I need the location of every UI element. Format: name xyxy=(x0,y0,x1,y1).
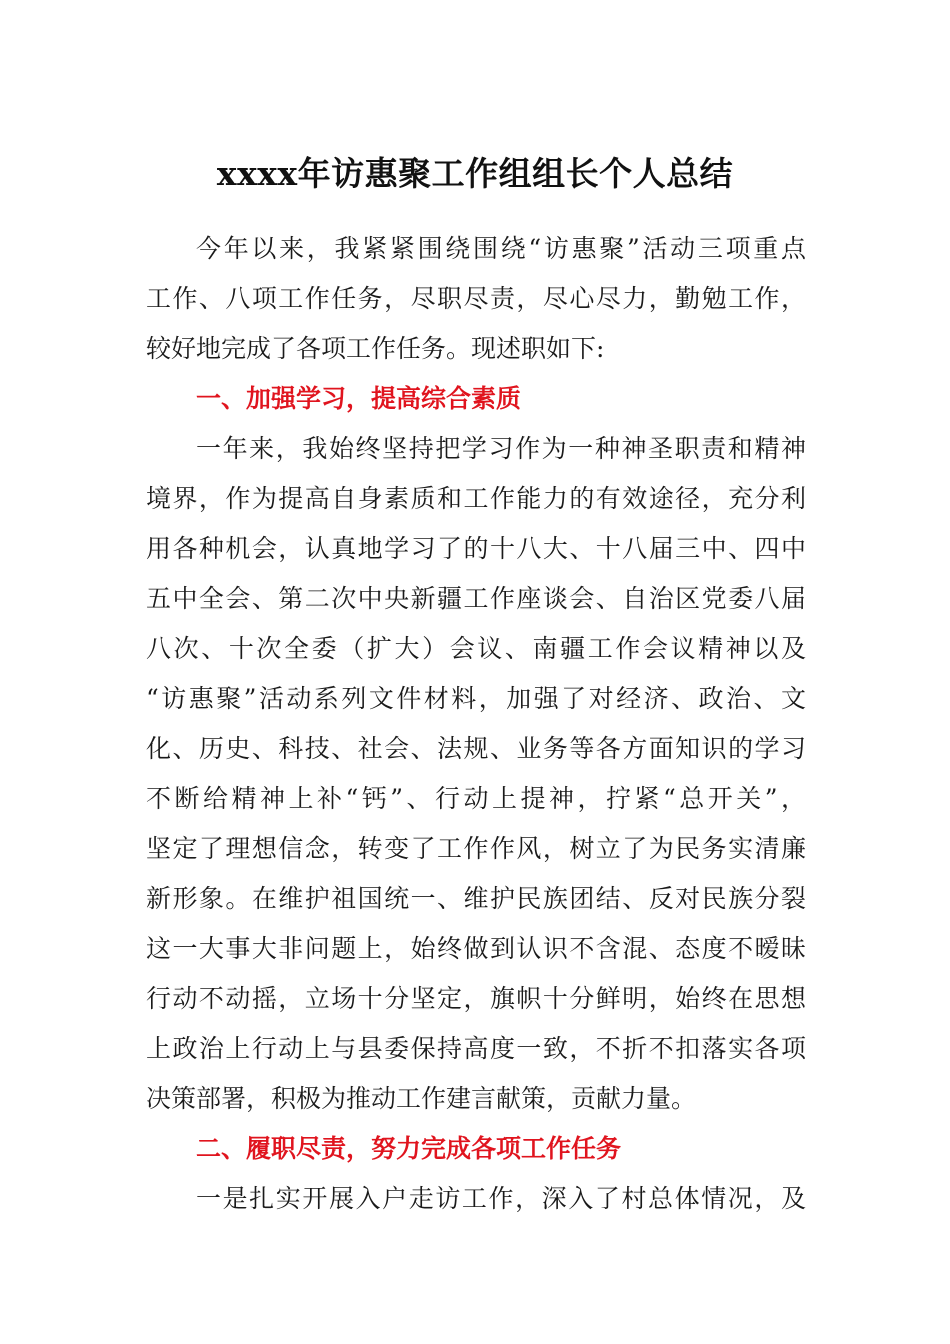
section-heading-2: 二、履职尽责，努力完成各项工作任务 xyxy=(196,1134,622,1163)
section-heading-1: 一、加强学习，提高综合素质 xyxy=(196,384,522,413)
document-body xyxy=(146,224,806,1224)
intro-line-3: 较好地完成了各项工作任务。现述职如下: xyxy=(146,334,605,363)
section1-line-12: 行动不动摇，立场十分坚定，旗帜十分鲜明，始终在思想 xyxy=(146,984,806,1013)
section1-line-1: 一年来，我始终坚持把学习作为一种神圣职责和精神 xyxy=(196,434,806,463)
section1-line-14: 决策部署，积极为推动工作建言献策，贡献力量。 xyxy=(146,1084,697,1113)
section2-line-1: 一是扎实开展入户走访工作，深入了村总体情况，及 xyxy=(196,1184,806,1213)
section1-line-11: 这一大事大非问题上，始终做到认识不含混、态度不暧昧 xyxy=(146,934,806,963)
section1-line-9: 坚定了理想信念，转变了工作作风，树立了为民务实清廉 xyxy=(146,834,806,863)
section1-line-7: 化、历史、科技、社会、法规、业务等各方面知识的学习 xyxy=(146,734,806,763)
section1-line-6: “访惠聚”活动系列文件材料，加强了对经济、政治、文 xyxy=(146,684,806,713)
section1-line-13: 上政治上行动上与县委保持高度一致，不折不扣落实各项 xyxy=(146,1034,806,1063)
section1-line-4: 五中全会、第二次中央新疆工作座谈会、自治区党委八届 xyxy=(146,584,806,613)
section1-line-8: 不断给精神上补“钙”、行动上提神，拧紧“总开关”， xyxy=(146,784,806,813)
section1-line-3: 用各种机会，认真地学习了的十八大、十八届三中、四中 xyxy=(146,534,806,563)
section1-line-2: 境界，作为提高自身素质和工作能力的有效途径，充分利 xyxy=(146,484,806,513)
document-title: xxxx年访惠聚工作组组长个人总结 xyxy=(216,154,734,193)
intro-line-2: 工作、八项工作任务，尽职尽责，尽心尽力，勤勉工作， xyxy=(146,284,806,313)
section1-line-10: 新形象。在维护祖国统一、维护民族团结、反对民族分裂 xyxy=(146,884,806,913)
intro-line-1: 今年以来，我紧紧围绕围绕“访惠聚”活动三项重点 xyxy=(196,234,806,263)
section1-line-5: 八次、十次全委（扩大）会议、南疆工作会议精神以及 xyxy=(146,634,806,663)
